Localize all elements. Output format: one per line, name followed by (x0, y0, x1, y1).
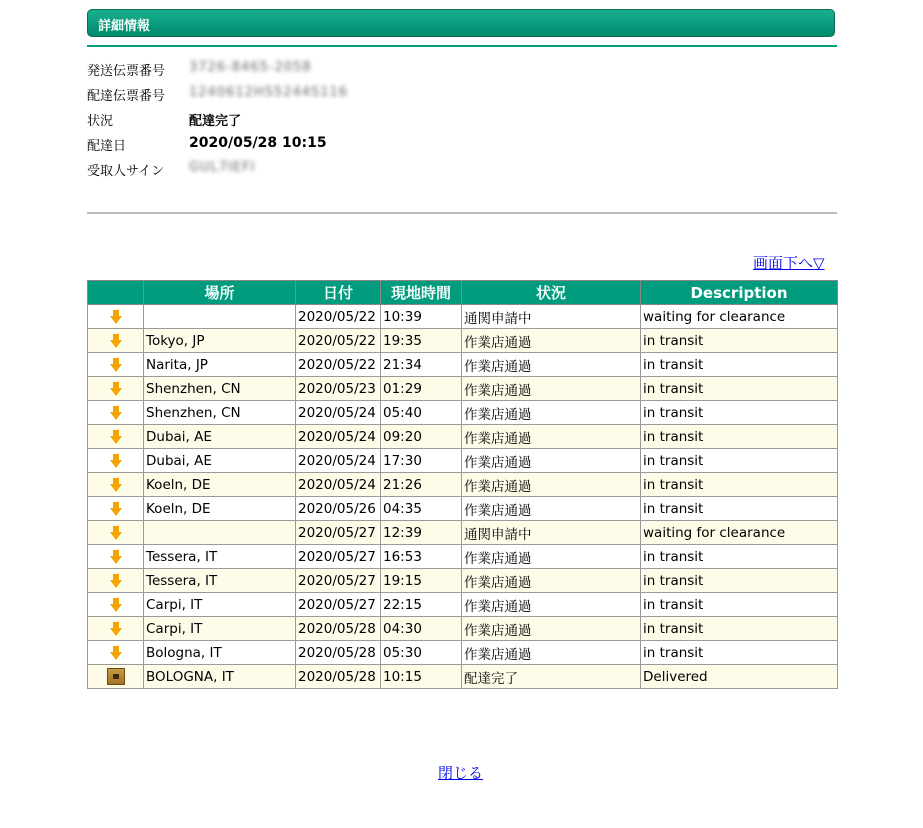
cell-status: 通関申請中 (462, 521, 641, 545)
down-arrow-icon (110, 502, 122, 516)
down-arrow-icon (110, 406, 122, 420)
cell-status: 作業店通過 (462, 401, 641, 425)
cell-time: 04:35 (381, 497, 462, 521)
cell-time: 09:20 (381, 425, 462, 449)
row-icon-cell (88, 305, 144, 329)
down-arrow-icon (110, 430, 122, 444)
info-value-redacted: 3726-8465-2058 (189, 60, 312, 75)
cell-time: 21:34 (381, 353, 462, 377)
row-icon-cell (88, 377, 144, 401)
info-value-delivery-date: 2020/05/28 10:15 (189, 135, 327, 151)
cell-date: 2020/05/27 (296, 521, 381, 545)
shipment-info (87, 57, 847, 182)
table-row (88, 473, 838, 497)
cell-description: Delivered (641, 665, 838, 689)
table-row (88, 641, 838, 665)
cell-date: 2020/05/24 (296, 401, 381, 425)
cell-description: waiting for clearance (641, 521, 838, 545)
cell-time: 10:39 (381, 305, 462, 329)
header-description: Description (641, 281, 838, 305)
header-local-time: 現地時間 (381, 281, 462, 305)
row-icon-cell (88, 593, 144, 617)
row-icon-cell (88, 497, 144, 521)
info-label: 状況 (87, 114, 114, 129)
tracking-table (87, 280, 838, 689)
header-status: 状況 (462, 281, 641, 305)
cell-place: Tessera, IT (144, 569, 296, 593)
cell-time: 17:30 (381, 449, 462, 473)
cell-status: 作業店通過 (462, 449, 641, 473)
info-row-status (87, 107, 847, 132)
down-arrow-icon (110, 478, 122, 492)
cell-date: 2020/05/24 (296, 425, 381, 449)
table-row (88, 377, 838, 401)
cell-description: waiting for clearance (641, 305, 838, 329)
down-arrow-icon (110, 454, 122, 468)
cell-status: 作業店通過 (462, 353, 641, 377)
down-arrow-icon (110, 574, 122, 588)
header-rule (87, 45, 837, 47)
cell-description: in transit (641, 377, 838, 401)
cell-date: 2020/05/27 (296, 545, 381, 569)
down-arrow-icon (110, 382, 122, 396)
cell-description: in transit (641, 569, 838, 593)
row-icon-cell (88, 449, 144, 473)
cell-status: 作業店通過 (462, 377, 641, 401)
info-label: 受取人サイン (87, 164, 165, 179)
row-icon-cell (88, 665, 144, 689)
row-icon-cell (88, 329, 144, 353)
table-row (88, 665, 838, 689)
cell-time: 21:26 (381, 473, 462, 497)
header-date: 日付 (296, 281, 381, 305)
detail-header-title: 詳細情報 (98, 19, 151, 34)
table-row (88, 401, 838, 425)
cell-description: in transit (641, 545, 838, 569)
row-icon-cell (88, 353, 144, 377)
row-icon-cell (88, 545, 144, 569)
row-icon-cell (88, 641, 144, 665)
cell-place: Carpi, IT (144, 593, 296, 617)
table-row (88, 425, 838, 449)
cell-place: BOLOGNA, IT (144, 665, 296, 689)
info-row-recipient-signature (87, 157, 847, 182)
cell-status: 通関申請中 (462, 305, 641, 329)
down-arrow-icon (110, 646, 122, 660)
cell-place: Tokyo, JP (144, 329, 296, 353)
cell-date: 2020/05/22 (296, 305, 381, 329)
cell-date: 2020/05/28 (296, 665, 381, 689)
down-arrow-icon (110, 526, 122, 540)
table-row (88, 545, 838, 569)
down-arrow-icon (110, 622, 122, 636)
table-row (88, 449, 838, 473)
info-row-origin-number (87, 57, 847, 82)
cell-place (144, 305, 296, 329)
cell-date: 2020/05/24 (296, 473, 381, 497)
cell-time: 19:15 (381, 569, 462, 593)
info-value-redacted: 1240612HS5244S116 (189, 85, 349, 100)
close-link[interactable]: 閉じる (438, 764, 484, 782)
cell-place (144, 521, 296, 545)
cell-status: 作業店通過 (462, 569, 641, 593)
cell-place: Carpi, IT (144, 617, 296, 641)
cell-date: 2020/05/22 (296, 329, 381, 353)
cell-place: Bologna, IT (144, 641, 296, 665)
cell-description: in transit (641, 497, 838, 521)
cell-status: 作業店通過 (462, 545, 641, 569)
cell-description: in transit (641, 401, 838, 425)
cell-description: in transit (641, 617, 838, 641)
cell-date: 2020/05/27 (296, 569, 381, 593)
detail-header-bar (87, 9, 835, 37)
cell-time: 19:35 (381, 329, 462, 353)
cell-place: Dubai, AE (144, 449, 296, 473)
cell-date: 2020/05/26 (296, 497, 381, 521)
cell-description: in transit (641, 641, 838, 665)
down-arrow-icon (110, 310, 122, 324)
cell-place: Koeln, DE (144, 473, 296, 497)
cell-date: 2020/05/28 (296, 641, 381, 665)
cell-description: in transit (641, 473, 838, 497)
cell-date: 2020/05/23 (296, 377, 381, 401)
cell-description: in transit (641, 329, 838, 353)
cell-status: 作業店通過 (462, 641, 641, 665)
row-icon-cell (88, 569, 144, 593)
section-divider (87, 212, 837, 214)
header-icon-column (88, 281, 144, 305)
table-row (88, 329, 838, 353)
cell-description: in transit (641, 353, 838, 377)
info-value-redacted: GUL7IEFI (189, 160, 256, 175)
table-row (88, 593, 838, 617)
cell-description: in transit (641, 449, 838, 473)
down-arrow-icon (110, 334, 122, 348)
cell-status: 作業店通過 (462, 497, 641, 521)
table-row (88, 305, 838, 329)
cell-time: 05:40 (381, 401, 462, 425)
info-label: 配達伝票番号 (87, 89, 166, 104)
cell-status: 作業店通過 (462, 425, 641, 449)
cell-place: Shenzhen, CN (144, 377, 296, 401)
cell-place: Narita, JP (144, 353, 296, 377)
info-label: 配達日 (87, 139, 127, 154)
cell-time: 12:39 (381, 521, 462, 545)
cell-time: 01:29 (381, 377, 462, 401)
row-icon-cell (88, 617, 144, 641)
cell-description: in transit (641, 593, 838, 617)
cell-status: 作業店通過 (462, 473, 641, 497)
table-row (88, 569, 838, 593)
tracking-header-row (88, 281, 838, 305)
info-label: 発送伝票番号 (87, 64, 166, 79)
cell-time: 16:53 (381, 545, 462, 569)
cell-place: Shenzhen, CN (144, 401, 296, 425)
info-value-status: 配達完了 (189, 114, 242, 129)
info-row-delivery-date (87, 132, 847, 157)
cell-time: 05:30 (381, 641, 462, 665)
cell-date: 2020/05/28 (296, 617, 381, 641)
cell-place: Dubai, AE (144, 425, 296, 449)
cell-date: 2020/05/22 (296, 353, 381, 377)
table-row (88, 353, 838, 377)
page-down-link[interactable]: 画面下へ▽ (753, 254, 825, 272)
row-icon-cell (88, 473, 144, 497)
row-icon-cell (88, 521, 144, 545)
table-row (88, 521, 838, 545)
down-arrow-icon (110, 358, 122, 372)
cell-description: in transit (641, 425, 838, 449)
cell-status: 配達完了 (462, 665, 641, 689)
cell-status: 作業店通過 (462, 329, 641, 353)
cell-place: Koeln, DE (144, 497, 296, 521)
cell-time: 10:15 (381, 665, 462, 689)
cell-date: 2020/05/24 (296, 449, 381, 473)
row-icon-cell (88, 401, 144, 425)
header-place: 場所 (144, 281, 296, 305)
down-arrow-icon (110, 598, 122, 612)
table-row (88, 497, 838, 521)
info-row-delivery-number (87, 82, 847, 107)
cell-time: 22:15 (381, 593, 462, 617)
cell-status: 作業店通過 (462, 593, 641, 617)
tracking-body (88, 305, 838, 689)
down-arrow-icon (110, 550, 122, 564)
package-box-icon (107, 668, 125, 685)
table-row (88, 617, 838, 641)
cell-time: 04:30 (381, 617, 462, 641)
cell-status: 作業店通過 (462, 617, 641, 641)
cell-place: Tessera, IT (144, 545, 296, 569)
row-icon-cell (88, 425, 144, 449)
cell-date: 2020/05/27 (296, 593, 381, 617)
